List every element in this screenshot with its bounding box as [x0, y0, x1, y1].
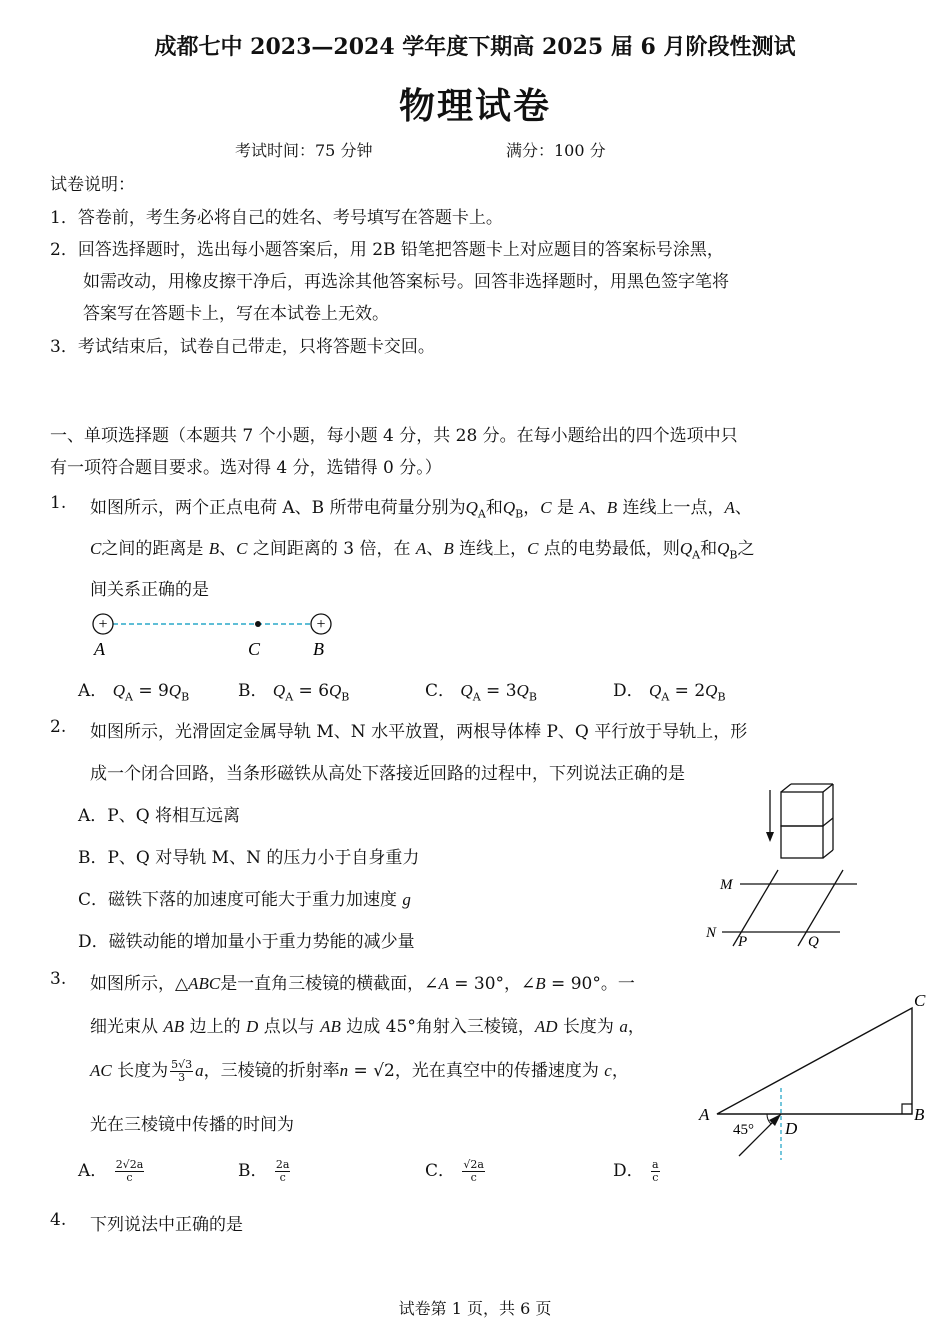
instructions-heading: 试卷说明： [50, 175, 135, 195]
label-a: A [94, 639, 105, 659]
q2-line1: 如图所示，光滑固定金属导轨 M、N 水平放置，两根导体棒 P、Q 平行放于导轨上，形 [90, 722, 748, 742]
label-n: N [706, 925, 717, 941]
q3-line3: AC 长度为 $\frac{5√3}{3}$ a，三棱镜的折射率n = √2，光在真空中的传播速度为 c， [90, 1058, 629, 1084]
label-p: P [738, 934, 748, 950]
q1-option-d[interactable]: D． $Q_A = 2Q_B$ [613, 681, 726, 704]
q3-option-c[interactable]: C． $\frac{√2a}{c}$ [425, 1158, 484, 1184]
label-q: Q [808, 934, 819, 950]
q1-line2: C之间的距离是 B、C 之间距离的 3 倍，在 A、B 连线上，C 点的电势最低，则$Q_A$和$Q_B$之 [90, 539, 755, 562]
angle-arc [767, 1114, 771, 1124]
page-footer: 试卷第 1 页，共 6 页 [398, 1299, 552, 1318]
q3-option-d[interactable]: D． $\frac{a}{c}$ [613, 1158, 659, 1184]
q3-line4: 光在三棱镜中传播的时间为 [90, 1115, 294, 1135]
q2-line2: 成一个闭合回路，当条形磁铁从高处下落接近回路的过程中，下列说法正确的是 [90, 764, 685, 784]
q1-option-b[interactable]: B． $Q_A = 6Q_B$ [238, 681, 350, 704]
q2-option-b[interactable]: B．P、Q 对导轨 M、N 的压力小于自身重力 [78, 848, 420, 868]
exam-time: 考试时间：75 分钟 [235, 141, 373, 160]
fraction-5root3-over-3: $\frac{5√3}{3}$ [171, 1058, 193, 1084]
full-score: 满分：100 分 [506, 141, 606, 160]
q3-figure [695, 990, 935, 1165]
q2-figure [700, 780, 870, 955]
svg-text:+: + [98, 616, 108, 633]
instruction-3: 3．考试结束后，试卷自己带走，只将答题卡交回。 [50, 337, 435, 357]
q3-line2: 细光束从 AB 边上的 D 点以与 AB 边成 45°角射入三棱镜，AD 长度为 a， [90, 1017, 645, 1037]
instruction-2: 2．回答选择题时，选出每小题答案后，用 2B 铅笔把答题卡上对应题目的答案标号涂黑， [50, 240, 724, 260]
q1-figure [90, 610, 350, 662]
q2-option-d[interactable]: D．磁铁动能的增加量小于重力势能的减少量 [78, 932, 415, 952]
instruction-1: 1．答卷前，考生务必将自己的姓名、考号填写在答题卡上。 [50, 208, 503, 228]
q1-option-c[interactable]: C． $Q_A = 3Q_B$ [425, 681, 537, 704]
label-angle: 45° [733, 1122, 754, 1138]
label-c: C [248, 639, 261, 659]
exam-title: 成都七中 2023—2024 学年度下期高 2025 届 6 月阶段性测试 [154, 34, 796, 60]
point-c [255, 621, 261, 627]
label-m: M [720, 877, 733, 893]
q1-number: 1. [50, 493, 67, 513]
q2-number: 2. [50, 717, 67, 737]
subject-title: 物理试卷 [398, 85, 551, 127]
prism-triangle [717, 1008, 912, 1114]
label-c: C [914, 991, 926, 1010]
svg-text:+: + [316, 616, 326, 633]
q3-number: 3. [50, 969, 67, 989]
q3-option-a[interactable]: A． $\frac{2√2a}{c}$ [78, 1158, 144, 1184]
section-heading: 一、单项选择题（本题共 7 个小题，每小题 4 分，共 28 分。在每小题给出的四个选项中只 [50, 426, 738, 446]
instruction-2-cont: 如需改动，用橡皮擦干净后，再选涂其他答案标号。回答非选择题时，用黑色签字笔将 [83, 272, 729, 292]
right-angle-mark [902, 1104, 912, 1114]
rod-q [798, 870, 843, 946]
q4-text: 下列说法中正确的是 [90, 1215, 243, 1235]
q1-line3: 间关系正确的是 [90, 580, 209, 600]
instruction-2-cont2: 答案写在答题卡上，写在本试卷上无效。 [83, 304, 389, 324]
q1-line1: 如图所示，两个正点电荷 A、B 所带电荷量分别为$Q_A$和$Q_B$，C 是 A、B 连线上一点，A、 [90, 498, 752, 521]
q2-option-a[interactable]: A．P、Q 将相互远离 [78, 806, 241, 826]
label-d: D [785, 1119, 798, 1138]
q4-number: 4. [50, 1210, 67, 1230]
q3-line1: 如图所示，△ABC是一直角三棱镜的横截面，∠A = 30°，∠B = 90°。一 [90, 974, 635, 994]
label-a: A [699, 1105, 710, 1124]
q3-option-b[interactable]: B． $\frac{2a}{c}$ [238, 1158, 290, 1184]
q2-option-c[interactable]: C．磁铁下落的加速度可能大于重力加速度 g [78, 890, 411, 910]
label-b: B [914, 1105, 925, 1124]
section-heading-cont: 有一项符合题目要求。选对得 4 分，选错得 0 分。） [50, 458, 442, 478]
label-b: B [313, 639, 324, 659]
magnet-icon [781, 784, 833, 858]
q1-option-a[interactable]: A． $Q_A = 9Q_B$ [78, 681, 190, 704]
